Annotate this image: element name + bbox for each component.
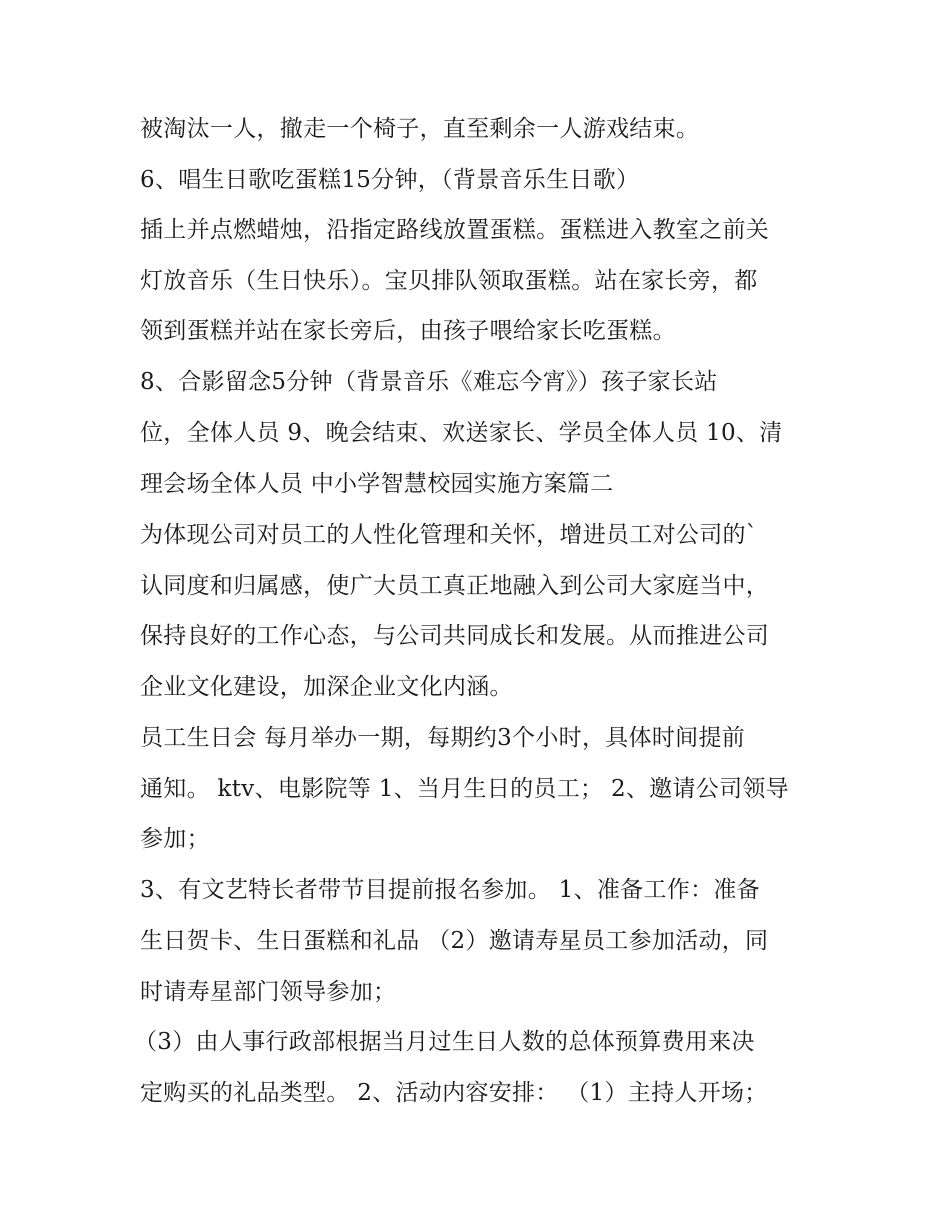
text-line: 保持良好的工作心态，与公司共同成长和发展。从而推进公司 bbox=[140, 623, 770, 649]
text-line: 生日贺卡、生日蛋糕和礼品 （2）邀请寿星员工参加活动，同 bbox=[140, 928, 769, 954]
text-line: 3、有文艺特长者带节目提前报名参加。 1、准备工作：准备 bbox=[140, 877, 760, 903]
text-line: 灯放音乐（生日快乐）。宝贝排队领取蛋糕。站在家长旁，都 bbox=[140, 268, 758, 294]
text-line: 被淘汰一人，撤走一个椅子，直至剩余一人游戏结束。 bbox=[140, 116, 700, 142]
text-line: 参加； bbox=[140, 826, 210, 852]
text-line: 企业文化建设，加深企业文化内涵。 bbox=[140, 674, 513, 700]
text-line: 8、合影留念5分钟（背景音乐《难忘今宵》）孩子家长站 bbox=[140, 369, 718, 395]
text-line: 员工生日会 每月举办一期，每期约3个小时，具体时间提前 bbox=[140, 725, 746, 751]
text-line: 通知。 ktv、电影院等 1、当月生日的员工； 2、邀请公司领导 bbox=[140, 776, 789, 802]
text-line: 为体现公司对员工的人性化管理和关怀，增进员工对公司的` bbox=[140, 522, 758, 548]
text-line: 定购买的礼品类型。 2、活动内容安排： （1）主持人开场； bbox=[140, 1080, 768, 1106]
text-line: 领到蛋糕并站在家长旁后，由孩子喂给家长吃蛋糕。 bbox=[140, 318, 676, 344]
text-line: 6、唱生日歌吃蛋糕15分钟，（背景音乐生日歌） bbox=[140, 167, 640, 193]
text-line: 时请寿星部门领导参加； bbox=[140, 979, 397, 1005]
text-line: 插上并点燃蜡烛，沿指定路线放置蛋糕。蛋糕进入教室之前关 bbox=[140, 217, 770, 243]
text-line: 认同度和归属感，使广大员工真正地融入到公司大家庭当中， bbox=[140, 573, 770, 599]
text-line: 理会场全体人员 中小学智慧校园实施方案篇二 bbox=[140, 471, 614, 497]
text-line: （3）由人事行政部根据当月过生日人数的总体预算费用来决 bbox=[134, 1029, 755, 1055]
text-line: 位，全体人员 9、晚会结束、欢送家长、学员全体人员 10、清 bbox=[140, 420, 783, 446]
